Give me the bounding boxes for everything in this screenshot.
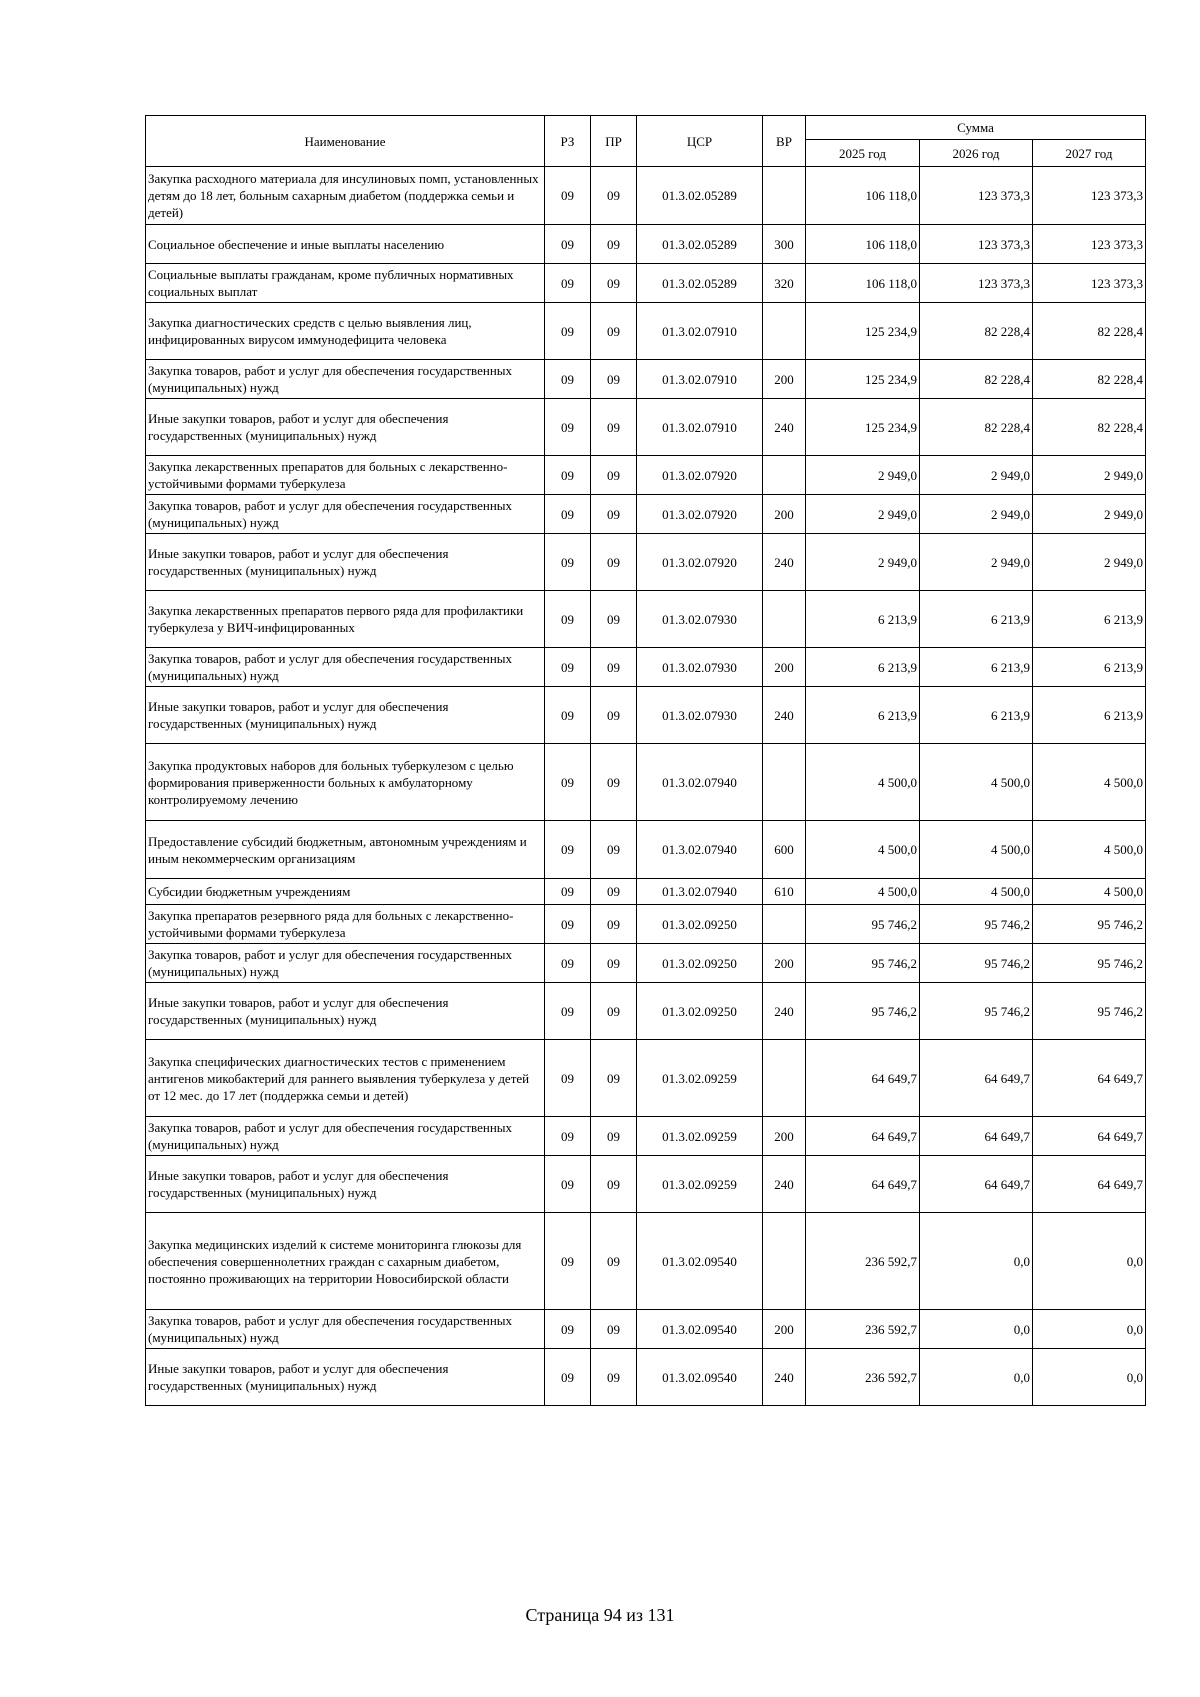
row-sum-2026: 123 373,3 <box>920 167 1033 225</box>
table-row <box>146 167 1146 225</box>
row-sum-2026: 95 746,2 <box>920 944 1033 983</box>
row-pr: 09 <box>591 1213 637 1310</box>
table-row <box>146 303 1146 360</box>
row-name: Закупка товаров, работ и услуг для обеспечения государственных (муниципальных) нужд <box>146 495 545 534</box>
row-sum-2025: 125 234,9 <box>806 399 920 456</box>
row-vr: 600 <box>763 821 806 879</box>
row-sum-2026: 64 649,7 <box>920 1040 1033 1117</box>
row-pr: 09 <box>591 167 637 225</box>
row-sum-2027: 2 949,0 <box>1033 456 1146 495</box>
row-sum-2025: 106 118,0 <box>806 225 920 264</box>
row-sum-2026: 6 213,9 <box>920 591 1033 648</box>
header-year-2026: 2026 год <box>920 140 1033 167</box>
row-sum-2025: 95 746,2 <box>806 944 920 983</box>
row-csr: 01.3.02.09259 <box>637 1117 763 1156</box>
row-sum-2026: 64 649,7 <box>920 1117 1033 1156</box>
row-rz: 09 <box>545 399 591 456</box>
header-name: Наименование <box>146 116 545 167</box>
row-sum-2027: 95 746,2 <box>1033 983 1146 1040</box>
row-pr: 09 <box>591 456 637 495</box>
table-row <box>146 648 1146 687</box>
table-row <box>146 821 1146 879</box>
row-vr <box>763 456 806 495</box>
row-pr: 09 <box>591 1040 637 1117</box>
row-name: Закупка специфических диагностических тестов с применением антигенов микобактерий для раннего выявления туберкулеза у детей от 12 мес. до 17 лет (поддержка семьи и детей) <box>146 1040 545 1117</box>
row-vr <box>763 591 806 648</box>
row-name: Закупка диагностических средств с целью выявления лиц, инфицированных вирусом иммунодефицита человека <box>146 303 545 360</box>
row-sum-2027: 82 228,4 <box>1033 360 1146 399</box>
row-vr: 240 <box>763 1156 806 1213</box>
table-row <box>146 534 1146 591</box>
row-pr: 09 <box>591 225 637 264</box>
row-vr: 320 <box>763 264 806 303</box>
row-vr: 610 <box>763 879 806 905</box>
row-pr: 09 <box>591 821 637 879</box>
row-sum-2026: 82 228,4 <box>920 303 1033 360</box>
row-name: Социальные выплаты гражданам, кроме публичных нормативных социальных выплат <box>146 264 545 303</box>
row-vr <box>763 1213 806 1310</box>
row-vr: 200 <box>763 1310 806 1349</box>
row-sum-2026: 0,0 <box>920 1349 1033 1406</box>
row-vr: 240 <box>763 534 806 591</box>
row-pr: 09 <box>591 534 637 591</box>
row-sum-2026: 6 213,9 <box>920 687 1033 744</box>
table-row <box>146 1040 1146 1117</box>
table-row <box>146 495 1146 534</box>
row-sum-2026: 2 949,0 <box>920 456 1033 495</box>
row-rz: 09 <box>545 1349 591 1406</box>
row-sum-2026: 2 949,0 <box>920 495 1033 534</box>
row-name: Закупка препаратов резервного ряда для больных с лекарственно-устойчивыми формами туберкулеза <box>146 905 545 944</box>
row-vr <box>763 167 806 225</box>
row-rz: 09 <box>545 167 591 225</box>
row-name: Предоставление субсидий бюджетным, автономным учреждениям и иным некоммерческим организациям <box>146 821 545 879</box>
row-sum-2025: 106 118,0 <box>806 264 920 303</box>
row-sum-2026: 0,0 <box>920 1213 1033 1310</box>
header-year-2027: 2027 год <box>1033 140 1146 167</box>
row-sum-2026: 82 228,4 <box>920 399 1033 456</box>
row-name: Иные закупки товаров, работ и услуг для обеспечения государственных (муниципальных) нужд <box>146 983 545 1040</box>
row-sum-2026: 123 373,3 <box>920 225 1033 264</box>
row-name: Иные закупки товаров, работ и услуг для обеспечения государственных (муниципальных) нужд <box>146 1156 545 1213</box>
row-sum-2026: 2 949,0 <box>920 534 1033 591</box>
row-rz: 09 <box>545 687 591 744</box>
header-rz: РЗ <box>545 116 591 167</box>
row-sum-2026: 95 746,2 <box>920 905 1033 944</box>
row-pr: 09 <box>591 1310 637 1349</box>
row-sum-2027: 64 649,7 <box>1033 1117 1146 1156</box>
row-sum-2027: 4 500,0 <box>1033 744 1146 821</box>
row-sum-2027: 0,0 <box>1033 1349 1146 1406</box>
row-rz: 09 <box>545 591 591 648</box>
table-row <box>146 399 1146 456</box>
row-sum-2025: 64 649,7 <box>806 1117 920 1156</box>
row-sum-2025: 4 500,0 <box>806 821 920 879</box>
table-row <box>146 591 1146 648</box>
row-sum-2027: 0,0 <box>1033 1310 1146 1349</box>
row-name: Закупка лекарственных препаратов первого ряда для профилактики туберкулеза у ВИЧ-инфицированных <box>146 591 545 648</box>
row-csr: 01.3.02.07930 <box>637 591 763 648</box>
table-header <box>146 116 1146 167</box>
row-pr: 09 <box>591 360 637 399</box>
row-sum-2025: 95 746,2 <box>806 905 920 944</box>
row-sum-2027: 0,0 <box>1033 1213 1146 1310</box>
row-csr: 01.3.02.07940 <box>637 821 763 879</box>
row-sum-2025: 6 213,9 <box>806 687 920 744</box>
row-csr: 01.3.02.09250 <box>637 905 763 944</box>
row-name: Закупка товаров, работ и услуг для обеспечения государственных (муниципальных) нужд <box>146 1310 545 1349</box>
row-name: Иные закупки товаров, работ и услуг для обеспечения государственных (муниципальных) нужд <box>146 399 545 456</box>
row-sum-2025: 106 118,0 <box>806 167 920 225</box>
row-sum-2027: 82 228,4 <box>1033 303 1146 360</box>
header-year-2025: 2025 год <box>806 140 920 167</box>
row-rz: 09 <box>545 983 591 1040</box>
row-csr: 01.3.02.07940 <box>637 879 763 905</box>
row-sum-2027: 123 373,3 <box>1033 264 1146 303</box>
row-sum-2027: 82 228,4 <box>1033 399 1146 456</box>
row-name: Иные закупки товаров, работ и услуг для обеспечения государственных (муниципальных) нужд <box>146 1349 545 1406</box>
row-csr: 01.3.02.07910 <box>637 303 763 360</box>
row-sum-2025: 236 592,7 <box>806 1310 920 1349</box>
row-sum-2025: 6 213,9 <box>806 591 920 648</box>
row-sum-2026: 123 373,3 <box>920 264 1033 303</box>
row-pr: 09 <box>591 983 637 1040</box>
table-row <box>146 456 1146 495</box>
row-csr: 01.3.02.07910 <box>637 399 763 456</box>
table-row <box>146 264 1146 303</box>
row-vr: 240 <box>763 1349 806 1406</box>
row-sum-2027: 6 213,9 <box>1033 687 1146 744</box>
row-name: Иные закупки товаров, работ и услуг для обеспечения государственных (муниципальных) нужд <box>146 534 545 591</box>
row-vr: 200 <box>763 495 806 534</box>
row-rz: 09 <box>545 1156 591 1213</box>
table-row <box>146 225 1146 264</box>
row-sum-2026: 4 500,0 <box>920 744 1033 821</box>
table-row <box>146 944 1146 983</box>
row-sum-2027: 95 746,2 <box>1033 905 1146 944</box>
row-rz: 09 <box>545 821 591 879</box>
header-pr: ПР <box>591 116 637 167</box>
row-vr: 200 <box>763 648 806 687</box>
table-row <box>146 1349 1146 1406</box>
row-pr: 09 <box>591 944 637 983</box>
row-vr: 240 <box>763 687 806 744</box>
row-vr: 200 <box>763 360 806 399</box>
row-pr: 09 <box>591 399 637 456</box>
row-sum-2026: 4 500,0 <box>920 879 1033 905</box>
row-name: Социальное обеспечение и иные выплаты населению <box>146 225 545 264</box>
row-sum-2026: 64 649,7 <box>920 1156 1033 1213</box>
row-sum-2027: 4 500,0 <box>1033 821 1146 879</box>
row-csr: 01.3.02.05289 <box>637 225 763 264</box>
row-pr: 09 <box>591 905 637 944</box>
row-name: Закупка товаров, работ и услуг для обеспечения государственных (муниципальных) нужд <box>146 360 545 399</box>
row-vr <box>763 303 806 360</box>
row-csr: 01.3.02.05289 <box>637 264 763 303</box>
row-pr: 09 <box>591 648 637 687</box>
row-vr <box>763 905 806 944</box>
row-rz: 09 <box>545 264 591 303</box>
row-sum-2025: 2 949,0 <box>806 534 920 591</box>
table-row <box>146 360 1146 399</box>
table-row <box>146 1310 1146 1349</box>
row-vr: 240 <box>763 399 806 456</box>
row-csr: 01.3.02.09259 <box>637 1040 763 1117</box>
row-rz: 09 <box>545 303 591 360</box>
row-rz: 09 <box>545 648 591 687</box>
row-csr: 01.3.02.07920 <box>637 534 763 591</box>
row-csr: 01.3.02.07920 <box>637 456 763 495</box>
table-row <box>146 687 1146 744</box>
row-rz: 09 <box>545 456 591 495</box>
row-csr: 01.3.02.07930 <box>637 687 763 744</box>
row-sum-2027: 6 213,9 <box>1033 591 1146 648</box>
row-sum-2026: 95 746,2 <box>920 983 1033 1040</box>
row-sum-2026: 0,0 <box>920 1310 1033 1349</box>
table-row <box>146 905 1146 944</box>
row-rz: 09 <box>545 534 591 591</box>
row-sum-2025: 64 649,7 <box>806 1040 920 1117</box>
row-pr: 09 <box>591 1117 637 1156</box>
row-rz: 09 <box>545 1040 591 1117</box>
header-vr: ВР <box>763 116 806 167</box>
table-body <box>146 167 1146 1406</box>
row-rz: 09 <box>545 744 591 821</box>
row-csr: 01.3.02.09250 <box>637 983 763 1040</box>
row-sum-2027: 123 373,3 <box>1033 225 1146 264</box>
row-rz: 09 <box>545 1213 591 1310</box>
budget-table <box>145 115 1146 1406</box>
row-sum-2026: 4 500,0 <box>920 821 1033 879</box>
row-pr: 09 <box>591 687 637 744</box>
row-name: Закупка товаров, работ и услуг для обеспечения государственных (муниципальных) нужд <box>146 944 545 983</box>
header-csr: ЦСР <box>637 116 763 167</box>
row-sum-2025: 4 500,0 <box>806 744 920 821</box>
row-pr: 09 <box>591 1349 637 1406</box>
row-name: Закупка расходного материала для инсулиновых помп, установленных детям до 18 лет, больным сахарным диабетом (поддержка семьи и детей) <box>146 167 545 225</box>
table-row <box>146 1213 1146 1310</box>
row-sum-2025: 236 592,7 <box>806 1213 920 1310</box>
row-rz: 09 <box>545 1117 591 1156</box>
row-rz: 09 <box>545 905 591 944</box>
row-sum-2025: 2 949,0 <box>806 456 920 495</box>
table-row <box>146 1117 1146 1156</box>
row-vr: 200 <box>763 944 806 983</box>
row-csr: 01.3.02.07910 <box>637 360 763 399</box>
row-rz: 09 <box>545 495 591 534</box>
table-row <box>146 1156 1146 1213</box>
row-vr: 300 <box>763 225 806 264</box>
row-vr <box>763 1040 806 1117</box>
row-sum-2025: 64 649,7 <box>806 1156 920 1213</box>
row-rz: 09 <box>545 879 591 905</box>
row-name: Иные закупки товаров, работ и услуг для обеспечения государственных (муниципальных) нужд <box>146 687 545 744</box>
row-name: Субсидии бюджетным учреждениям <box>146 879 545 905</box>
row-sum-2025: 4 500,0 <box>806 879 920 905</box>
row-rz: 09 <box>545 1310 591 1349</box>
row-rz: 09 <box>545 944 591 983</box>
row-pr: 09 <box>591 1156 637 1213</box>
row-csr: 01.3.02.09259 <box>637 1156 763 1213</box>
row-csr: 01.3.02.09540 <box>637 1349 763 1406</box>
row-csr: 01.3.02.05289 <box>637 167 763 225</box>
row-sum-2025: 125 234,9 <box>806 360 920 399</box>
row-sum-2027: 2 949,0 <box>1033 495 1146 534</box>
page-number: Страница 94 из 131 <box>525 1605 675 1625</box>
row-pr: 09 <box>591 879 637 905</box>
row-sum-2025: 236 592,7 <box>806 1349 920 1406</box>
row-vr: 200 <box>763 1117 806 1156</box>
row-vr: 240 <box>763 983 806 1040</box>
row-pr: 09 <box>591 744 637 821</box>
row-sum-2027: 4 500,0 <box>1033 879 1146 905</box>
row-csr: 01.3.02.07920 <box>637 495 763 534</box>
row-csr: 01.3.02.09250 <box>637 944 763 983</box>
row-sum-2027: 6 213,9 <box>1033 648 1146 687</box>
row-sum-2025: 6 213,9 <box>806 648 920 687</box>
row-sum-2027: 64 649,7 <box>1033 1040 1146 1117</box>
row-sum-2025: 95 746,2 <box>806 983 920 1040</box>
table-row <box>146 879 1146 905</box>
row-sum-2027: 64 649,7 <box>1033 1156 1146 1213</box>
row-pr: 09 <box>591 495 637 534</box>
row-name: Закупка товаров, работ и услуг для обеспечения государственных (муниципальных) нужд <box>146 648 545 687</box>
row-csr: 01.3.02.07940 <box>637 744 763 821</box>
row-name: Закупка продуктовых наборов для больных туберкулезом с целью формирования приверженности больных к амбулаторному контролируемому лечению <box>146 744 545 821</box>
row-name: Закупка товаров, работ и услуг для обеспечения государственных (муниципальных) нужд <box>146 1117 545 1156</box>
row-name: Закупка лекарственных препаратов для больных с лекарственно-устойчивыми формами туберкулеза <box>146 456 545 495</box>
row-csr: 01.3.02.07930 <box>637 648 763 687</box>
row-pr: 09 <box>591 303 637 360</box>
row-csr: 01.3.02.09540 <box>637 1213 763 1310</box>
row-sum-2025: 125 234,9 <box>806 303 920 360</box>
row-sum-2027: 123 373,3 <box>1033 167 1146 225</box>
row-csr: 01.3.02.09540 <box>637 1310 763 1349</box>
row-sum-2026: 6 213,9 <box>920 648 1033 687</box>
table-row <box>146 983 1146 1040</box>
row-sum-2025: 2 949,0 <box>806 495 920 534</box>
row-pr: 09 <box>591 591 637 648</box>
row-rz: 09 <box>545 360 591 399</box>
row-rz: 09 <box>545 225 591 264</box>
row-sum-2027: 2 949,0 <box>1033 534 1146 591</box>
row-sum-2027: 95 746,2 <box>1033 944 1146 983</box>
row-pr: 09 <box>591 264 637 303</box>
row-name: Закупка медицинских изделий к системе мониторинга глюкозы для обеспечения совершеннолетних граждан с сахарным диабетом, постоянно проживающих на территории Новосибирской области <box>146 1213 545 1310</box>
row-vr <box>763 744 806 821</box>
table-row <box>146 744 1146 821</box>
header-sum: Сумма <box>806 116 1146 140</box>
row-sum-2026: 82 228,4 <box>920 360 1033 399</box>
